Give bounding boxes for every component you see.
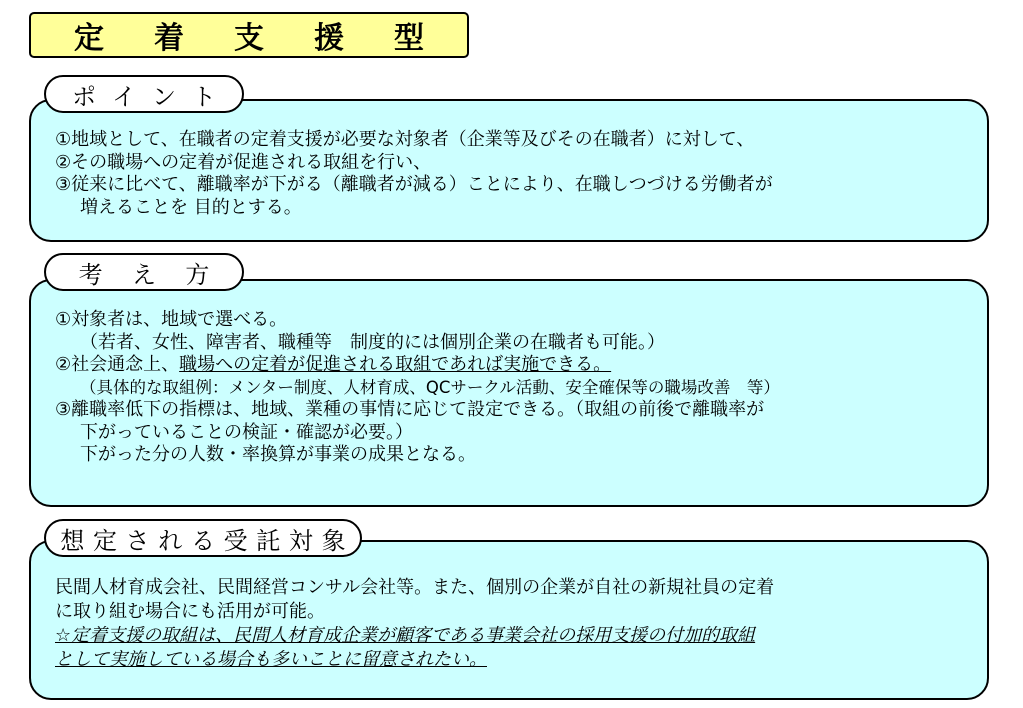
target-tab <box>44 519 362 557</box>
tab-char: 対 <box>288 526 313 555</box>
tab-char: 象 <box>321 526 346 555</box>
target-note-1: ☆定着支援の取組は、民間人材育成企業が顧客である事業会社の採用支援の付加的取組 <box>55 625 756 646</box>
approach-line-2: （若者、女性、障害者、職種等 制度的には個別企業の在職者も可能。） <box>80 331 665 353</box>
title-char: 定 <box>74 21 104 56</box>
title-char: 着 <box>154 21 184 56</box>
approach-line-3-underlined: 職場への定着が促進される取組であれば実施できる。 <box>179 354 612 375</box>
approach-line-3-prefix: ②社会通念上、 <box>55 354 180 375</box>
approach-line-6: 下がっていることの検証・確認が必要。） <box>80 421 413 443</box>
tab-char: 考 <box>78 260 103 289</box>
tab-char: れ <box>158 526 183 555</box>
tab-char: ン <box>152 82 176 111</box>
tab-char: イ <box>112 82 136 111</box>
approach-line-7: 下がった分の人数・率換算が事業の成果となる。 <box>80 444 476 465</box>
tab-char: 託 <box>256 526 281 555</box>
tab-char: ポ <box>72 82 96 111</box>
tab-char: さ <box>125 526 150 555</box>
approach-line-3 <box>55 354 971 377</box>
target-line-2: に取り組む場合にも活用が可能。 <box>55 601 325 622</box>
page-title <box>29 12 469 58</box>
tab-char: ト <box>192 82 216 111</box>
approach-tab <box>44 253 244 291</box>
title-char: 援 <box>314 21 344 56</box>
approach-panel <box>29 279 989 507</box>
point-line-3: ③従来に比べて、離職率が下がる（離職者が減る）ことにより、在職しつづける労働者が <box>55 174 773 195</box>
tab-char: 定 <box>92 526 117 555</box>
point-line-1: ①地域として、在職者の定着支援が必要な対象者（企業等及びその在職者）に対して、 <box>55 129 755 150</box>
target-panel <box>29 540 989 700</box>
approach-line-5: ③離職率低下の指標は、地域、業種の事情に応じて設定できる。（取組の前後で離職率が <box>55 399 765 420</box>
approach-text <box>55 309 971 467</box>
approach-line-4: （具体的な取組例：メンター制度、人材育成、QCサークル活動、安全確保等の職場改善 等） <box>80 377 780 397</box>
tab-char: 想 <box>60 526 85 555</box>
target-text <box>55 576 971 672</box>
target-note-2: として実施している場合も多いことに留意されたい。 <box>55 649 487 670</box>
point-text <box>55 129 971 219</box>
point-line-2: ②その職場への定着が促進される取組を行い、 <box>55 151 432 173</box>
target-line-1: 民間人材育成会社、民間経営コンサル会社等。また、個別の企業が自社の新規社員の定着 <box>55 577 775 598</box>
title-char: 型 <box>394 21 424 56</box>
tab-char: 方 <box>185 260 210 289</box>
approach-line-1: ①対象者は、地域で選べる。 <box>55 309 288 330</box>
tab-char: る <box>190 526 215 555</box>
title-char: 支 <box>234 21 264 56</box>
point-tab <box>44 75 244 113</box>
tab-char: 受 <box>223 526 248 555</box>
point-panel <box>29 99 989 242</box>
tab-char: え <box>131 260 156 289</box>
point-line-4: 増えることを 目的とする。 <box>80 196 302 218</box>
